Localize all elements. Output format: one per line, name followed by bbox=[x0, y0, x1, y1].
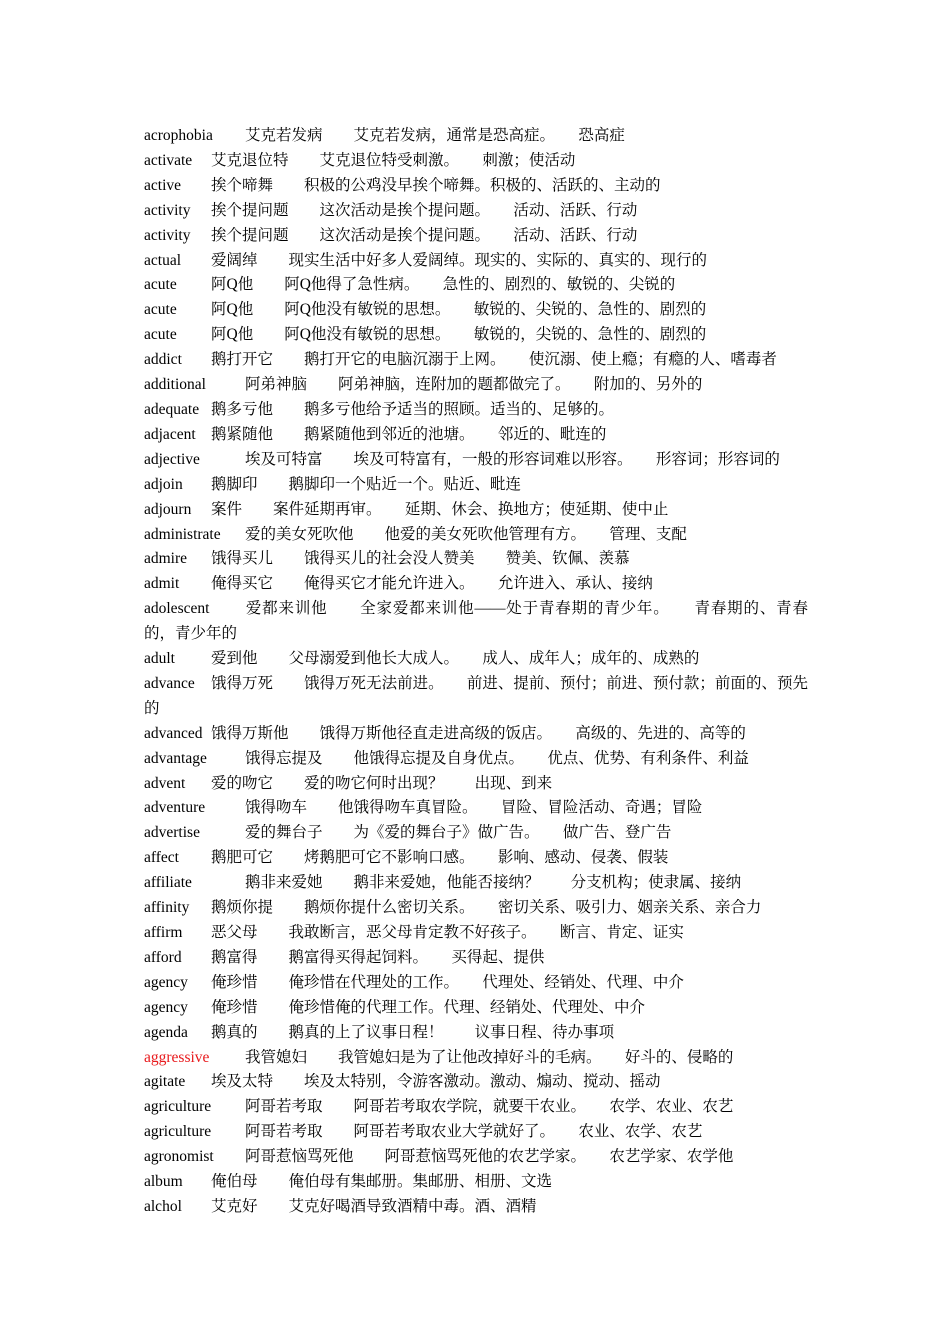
entry-word: affiliate bbox=[144, 874, 192, 892]
entry-word: alchol bbox=[144, 1197, 182, 1215]
entry-sentence: 阿Q他没有敏锐的思想。 bbox=[284, 301, 443, 319]
entry-word: activity bbox=[144, 226, 191, 244]
vocab-entry bbox=[144, 597, 808, 647]
entry-mnemonic: 鹅紧随他 bbox=[211, 425, 274, 443]
entry-sentence: 埃及太特别，令游客激动。激动、煽动、搅动、摇动 bbox=[304, 1073, 661, 1091]
entry-meaning: 活动、活跃、行动 bbox=[513, 201, 638, 219]
entry-word: agency bbox=[144, 998, 188, 1016]
vocab-entry bbox=[144, 772, 808, 797]
entry-mnemonic: 饿得吻车 bbox=[245, 799, 308, 817]
entry-mnemonic: 艾克退位特 bbox=[211, 151, 289, 169]
entry-mnemonic: 鹅多亏他 bbox=[211, 400, 274, 418]
entry-mnemonic: 艾克若发病 bbox=[245, 127, 323, 144]
entry-word: adjective bbox=[144, 450, 200, 468]
entry-sentence: 爱的吻它何时出现？ bbox=[304, 774, 444, 792]
entry-sentence: 饿得买儿的社会没人赞美 bbox=[304, 550, 475, 568]
vocab-entry bbox=[144, 224, 808, 249]
vocab-entry bbox=[144, 174, 808, 199]
vocab-entry bbox=[144, 1145, 808, 1170]
entry-meaning: 密切关系、吸引力、姻亲关系、亲合力 bbox=[497, 899, 762, 917]
entry-word: acute bbox=[144, 326, 177, 344]
vocab-entry bbox=[144, 398, 808, 423]
entry-meaning: 赞美、钦佩、羡慕 bbox=[505, 550, 630, 568]
entry-mnemonic: 阿Q他 bbox=[211, 276, 254, 294]
entry-sentence: 鹅脚印一个贴近一个。贴近、毗连 bbox=[288, 475, 522, 493]
vocab-entry bbox=[144, 747, 808, 772]
entry-mnemonic: 饿得忘提及 bbox=[245, 749, 323, 767]
vocab-entry bbox=[144, 871, 808, 896]
vocab-entry bbox=[144, 996, 808, 1021]
vocab-entry bbox=[144, 448, 808, 473]
entry-meaning: 农业、农学、农艺 bbox=[578, 1123, 703, 1141]
entry-sentence: 阿Q他没有敏锐的思想。 bbox=[284, 326, 443, 344]
entry-mnemonic: 阿Q他 bbox=[211, 326, 254, 344]
entry-mnemonic: 鹅脚印 bbox=[211, 475, 258, 493]
entry-word: active bbox=[144, 176, 182, 194]
entry-meaning: 管理、支配 bbox=[609, 525, 687, 543]
entry-word: adolescent bbox=[144, 600, 210, 618]
entry-meaning: 断言、肯定、证实 bbox=[559, 924, 684, 941]
entry-meaning: 活动、活跃、行动 bbox=[513, 226, 638, 244]
entry-sentence: 他饿得忘提及自身优点。 bbox=[353, 749, 517, 767]
vocab-entry bbox=[144, 348, 808, 373]
entry-word: affinity bbox=[144, 899, 190, 917]
entry-meaning: 形容词；形容词的 bbox=[655, 450, 780, 468]
entry-sentence: 饿得万死无法前进。 bbox=[304, 674, 436, 692]
entry-word: adequate bbox=[144, 400, 200, 418]
vocab-entry bbox=[144, 498, 808, 523]
entry-meaning: 分支机构；使隶属、接纳 bbox=[570, 874, 742, 892]
entry-mnemonic: 阿哥若考取 bbox=[245, 1098, 323, 1116]
entry-sentence: 阿哥若考取农学院，就要干农业。 bbox=[353, 1098, 579, 1116]
entry-mnemonic: 恶父母 bbox=[211, 924, 258, 941]
entry-mnemonic: 我管媳妇 bbox=[245, 1048, 308, 1066]
entry-sentence: 鹅打开它的电脑沉溺于上网。 bbox=[304, 351, 498, 369]
entry-mnemonic: 鹅打开它 bbox=[211, 351, 274, 369]
vocab-entry bbox=[144, 124, 808, 149]
entry-sentence: 我管媳妇是为了让他改掉好斗的毛病。 bbox=[338, 1048, 594, 1066]
entry-mnemonic: 俺珍惜 bbox=[211, 973, 258, 991]
entry-sentence: 鹅非来爱她，他能否接纳？ bbox=[353, 874, 540, 892]
vocab-entry bbox=[144, 199, 808, 224]
entry-word: advanced bbox=[144, 724, 203, 742]
entry-meaning: 优点、优势、有利条件、利益 bbox=[547, 749, 749, 767]
entry-sentence: 俺得买它才能允许进入。 bbox=[304, 575, 467, 593]
entry-mnemonic: 爱都来训他 bbox=[245, 600, 328, 618]
entry-sentence: 艾克若发病，通常是恐高症。 bbox=[353, 127, 548, 144]
entry-mnemonic: 饿得万死 bbox=[211, 674, 274, 692]
entry-sentence: 鹅富得买得起饲料。 bbox=[288, 948, 421, 966]
entry-word: adjacent bbox=[144, 425, 196, 443]
entry-meaning: 好斗的、侵略的 bbox=[624, 1048, 734, 1066]
vocab-entry bbox=[144, 921, 808, 946]
entry-meaning: 前进、提前、预付；前进、预付款；前面的、预先的 bbox=[144, 674, 808, 717]
vocab-entry bbox=[144, 273, 808, 298]
entry-word: agriculture bbox=[144, 1098, 212, 1116]
entry-sentence: 他饿得吻车真冒险。 bbox=[338, 799, 470, 817]
entry-word: agronomist bbox=[144, 1148, 214, 1166]
vocab-entry bbox=[144, 647, 808, 672]
vocab-entry bbox=[144, 323, 808, 348]
entry-mnemonic: 爱阔绰 bbox=[211, 251, 258, 269]
vocab-entry bbox=[144, 1170, 808, 1195]
entry-mnemonic: 阿哥若考取 bbox=[245, 1123, 323, 1141]
vocab-entry bbox=[144, 547, 808, 572]
entry-meaning: 农艺学家、农学他 bbox=[609, 1148, 734, 1166]
entry-sentence: 我敢断言，恶父母肯定教不好孩子。 bbox=[288, 924, 529, 941]
vocab-entry bbox=[144, 149, 808, 174]
entry-meaning: 高级的、先进的、高等的 bbox=[575, 724, 746, 742]
entry-word: addict bbox=[144, 351, 182, 369]
vocab-entry bbox=[144, 1195, 808, 1220]
entry-mnemonic: 俺珍惜 bbox=[211, 998, 258, 1016]
entry-word: additional bbox=[144, 376, 206, 394]
vocab-entry bbox=[144, 796, 808, 821]
entry-word: adjourn bbox=[144, 500, 192, 518]
entry-sentence: 父母溺爱到他长大成人。 bbox=[288, 650, 452, 668]
entry-word: activate bbox=[144, 151, 193, 169]
vocab-entry bbox=[144, 473, 808, 498]
entry-meaning: 成人、成年人；成年的、成熟的 bbox=[482, 650, 700, 668]
entry-mnemonic: 爱的美女死吹他 bbox=[245, 525, 354, 543]
entry-mnemonic: 爱的吻它 bbox=[211, 774, 274, 792]
vocab-entry bbox=[144, 722, 808, 747]
entry-meaning: 恐高症 bbox=[578, 127, 625, 144]
entry-word: acute bbox=[144, 301, 177, 319]
vocab-entry bbox=[144, 1070, 808, 1095]
entry-word: affirm bbox=[144, 924, 183, 941]
entry-mnemonic: 阿弟神脑 bbox=[245, 376, 308, 394]
entry-sentence: 阿哥惹恼骂死他的农艺学家。 bbox=[384, 1148, 579, 1166]
entry-meaning: 出现、到来 bbox=[474, 774, 553, 792]
entry-mnemonic: 俺伯母 bbox=[211, 1173, 258, 1191]
entry-sentence: 俺伯母有集邮册。集邮册、相册、文选 bbox=[288, 1173, 553, 1191]
entry-word: affect bbox=[144, 849, 179, 867]
entry-mnemonic: 阿Q他 bbox=[211, 301, 254, 319]
entry-sentence: 全家爱都来训他——处于青春期的青少年。 bbox=[360, 600, 662, 618]
entry-sentence: 俺珍惜在代理处的工作。 bbox=[288, 973, 452, 991]
entry-mnemonic: 埃及可特富 bbox=[245, 450, 323, 468]
entry-meaning: 冒险、冒险活动、奇遇；冒险 bbox=[500, 799, 703, 817]
entry-mnemonic: 艾克好 bbox=[211, 1197, 258, 1215]
vocab-entry bbox=[144, 896, 808, 921]
entry-word: admire bbox=[144, 550, 188, 568]
entry-sentence: 饿得万斯他径直走进高级的饭店。 bbox=[319, 724, 545, 742]
entry-sentence: 鹅烦你提什么密切关系。 bbox=[304, 899, 467, 917]
vocab-entry bbox=[144, 373, 808, 398]
entry-meaning: 使沉溺、使上瘾；有瘾的人、嗜毒者 bbox=[528, 351, 777, 369]
entry-word: album bbox=[144, 1173, 183, 1191]
entry-sentence: 他爱的美女死吹他管理有方。 bbox=[384, 525, 579, 543]
entry-mnemonic: 埃及太特 bbox=[211, 1073, 274, 1091]
entry-word: actual bbox=[144, 251, 182, 269]
document-page bbox=[144, 124, 808, 1220]
entry-word: advance bbox=[144, 674, 195, 692]
entry-mnemonic: 挨个提问题 bbox=[211, 226, 289, 244]
entry-mnemonic: 鹅肥可它 bbox=[211, 849, 274, 867]
entry-meaning: 敏锐的，尖锐的、急性的、剧烈的 bbox=[473, 326, 707, 344]
vocab-entry bbox=[144, 946, 808, 971]
entry-word: agriculture bbox=[144, 1123, 212, 1141]
entry-meaning: 代理处、经销处、代理、中介 bbox=[482, 973, 684, 991]
entry-sentence: 鹅多亏他给予适当的照顾。适当的、足够的。 bbox=[304, 400, 615, 418]
vocab-entry bbox=[144, 846, 808, 871]
vocab-entry bbox=[144, 1095, 808, 1120]
entry-sentence: 这次活动是挨个提问题。 bbox=[319, 226, 483, 244]
entry-word: advent bbox=[144, 774, 186, 792]
entry-meaning: 青春期的、青春的，青少年的 bbox=[144, 600, 808, 643]
entry-sentence: 现实生活中好多人爱阔绰。现实的、实际的、真实的、现行的 bbox=[288, 251, 708, 269]
vocab-entry bbox=[144, 423, 808, 448]
entry-word: admit bbox=[144, 575, 180, 593]
entry-word: acrophobia bbox=[144, 127, 213, 144]
entry-meaning: 议事日程、待办事项 bbox=[474, 1023, 615, 1041]
entry-mnemonic: 阿哥惹恼骂死他 bbox=[245, 1148, 354, 1166]
vocab-entry bbox=[144, 971, 808, 996]
entry-meaning: 急性的、剧烈的、敏锐的、尖锐的 bbox=[442, 276, 676, 294]
entry-sentence: 艾克退位特受刺激。 bbox=[319, 151, 452, 169]
vocab-entry bbox=[144, 1021, 808, 1046]
entry-word: agitate bbox=[144, 1073, 186, 1091]
entry-meaning: 做广告、登广告 bbox=[562, 824, 672, 842]
entry-word: agency bbox=[144, 973, 188, 991]
entry-sentence: 案件延期再审。 bbox=[273, 500, 374, 518]
entry-mnemonic: 爱到他 bbox=[211, 650, 258, 668]
entry-sentence: 鹅紧随他到邻近的池塘。 bbox=[304, 425, 467, 443]
entry-meaning: 敏锐的、尖锐的、急性的、剧烈的 bbox=[473, 301, 707, 319]
entry-sentence: 埃及可特富有，一般的形容词难以形容。 bbox=[353, 450, 625, 468]
entry-meaning: 买得起、提供 bbox=[451, 948, 545, 966]
entry-sentence: 这次活动是挨个提问题。 bbox=[319, 201, 483, 219]
entry-mnemonic: 挨个提问题 bbox=[211, 201, 289, 219]
entry-sentence: 鹅真的上了议事日程！ bbox=[288, 1023, 444, 1041]
entry-word: advertise bbox=[144, 824, 200, 842]
entry-mnemonic: 爱的舞台子 bbox=[245, 824, 323, 842]
entry-mnemonic: 鹅富得 bbox=[211, 948, 258, 966]
entry-sentence: 烤鹅肥可它不影响口感。 bbox=[304, 849, 467, 867]
vocab-entry bbox=[144, 298, 808, 323]
entry-word: adult bbox=[144, 650, 175, 668]
entry-mnemonic: 鹅烦你提 bbox=[211, 899, 274, 917]
entry-sentence: 为《爱的舞台子》做广告。 bbox=[353, 824, 532, 842]
entry-mnemonic: 鹅真的 bbox=[211, 1023, 258, 1041]
entry-sentence: 阿弟神脑，连附加的题都做完了。 bbox=[338, 376, 563, 394]
vocab-entry bbox=[144, 821, 808, 846]
entry-sentence: 俺珍惜俺的代理工作。代理、经销处、代理处、中介 bbox=[288, 998, 646, 1016]
vocab-entry bbox=[144, 249, 808, 274]
vocab-entry bbox=[144, 523, 808, 548]
entry-mnemonic: 饿得万斯他 bbox=[211, 724, 289, 742]
entry-meaning: 附加的、另外的 bbox=[593, 376, 703, 394]
entry-sentence: 阿哥若考取农业大学就好了。 bbox=[353, 1123, 548, 1141]
entry-sentence: 艾克好喝酒导致酒精中毒。酒、酒精 bbox=[288, 1197, 537, 1215]
entry-mnemonic: 饿得买儿 bbox=[211, 550, 274, 568]
entry-sentence: 积极的公鸡没早挨个啼舞。积极的、活跃的、主动的 bbox=[304, 176, 661, 194]
entry-mnemonic: 鹅非来爱她 bbox=[245, 874, 323, 892]
vocab-entry bbox=[144, 672, 808, 722]
entry-word: administrate bbox=[144, 525, 221, 543]
entry-word: agenda bbox=[144, 1023, 188, 1041]
vocab-entry bbox=[144, 1046, 808, 1071]
entry-meaning: 刺激；使活动 bbox=[482, 151, 576, 169]
entry-word: aggressive bbox=[144, 1048, 210, 1066]
entry-word: acute bbox=[144, 276, 177, 294]
entry-word: adjoin bbox=[144, 475, 183, 493]
vocab-entry bbox=[144, 1120, 808, 1145]
entry-meaning: 影响、感动、侵袭、假装 bbox=[497, 849, 669, 867]
entry-meaning: 允许进入、承认、接纳 bbox=[497, 575, 653, 593]
entry-word: adventure bbox=[144, 799, 206, 817]
entry-mnemonic: 挨个啼舞 bbox=[211, 176, 274, 194]
entry-word: afford bbox=[144, 948, 182, 966]
entry-meaning: 延期、休会、换地方；使延期、使中止 bbox=[404, 500, 669, 518]
entry-mnemonic: 案件 bbox=[211, 500, 243, 518]
vocab-entry bbox=[144, 572, 808, 597]
entry-sentence: 阿Q他得了急性病。 bbox=[284, 276, 412, 294]
entry-meaning: 农学、农业、农艺 bbox=[609, 1098, 734, 1116]
entry-mnemonic: 俺得买它 bbox=[211, 575, 274, 593]
entry-word: activity bbox=[144, 201, 191, 219]
entry-word: advantage bbox=[144, 749, 207, 767]
entry-meaning: 邻近的、毗连的 bbox=[497, 425, 607, 443]
